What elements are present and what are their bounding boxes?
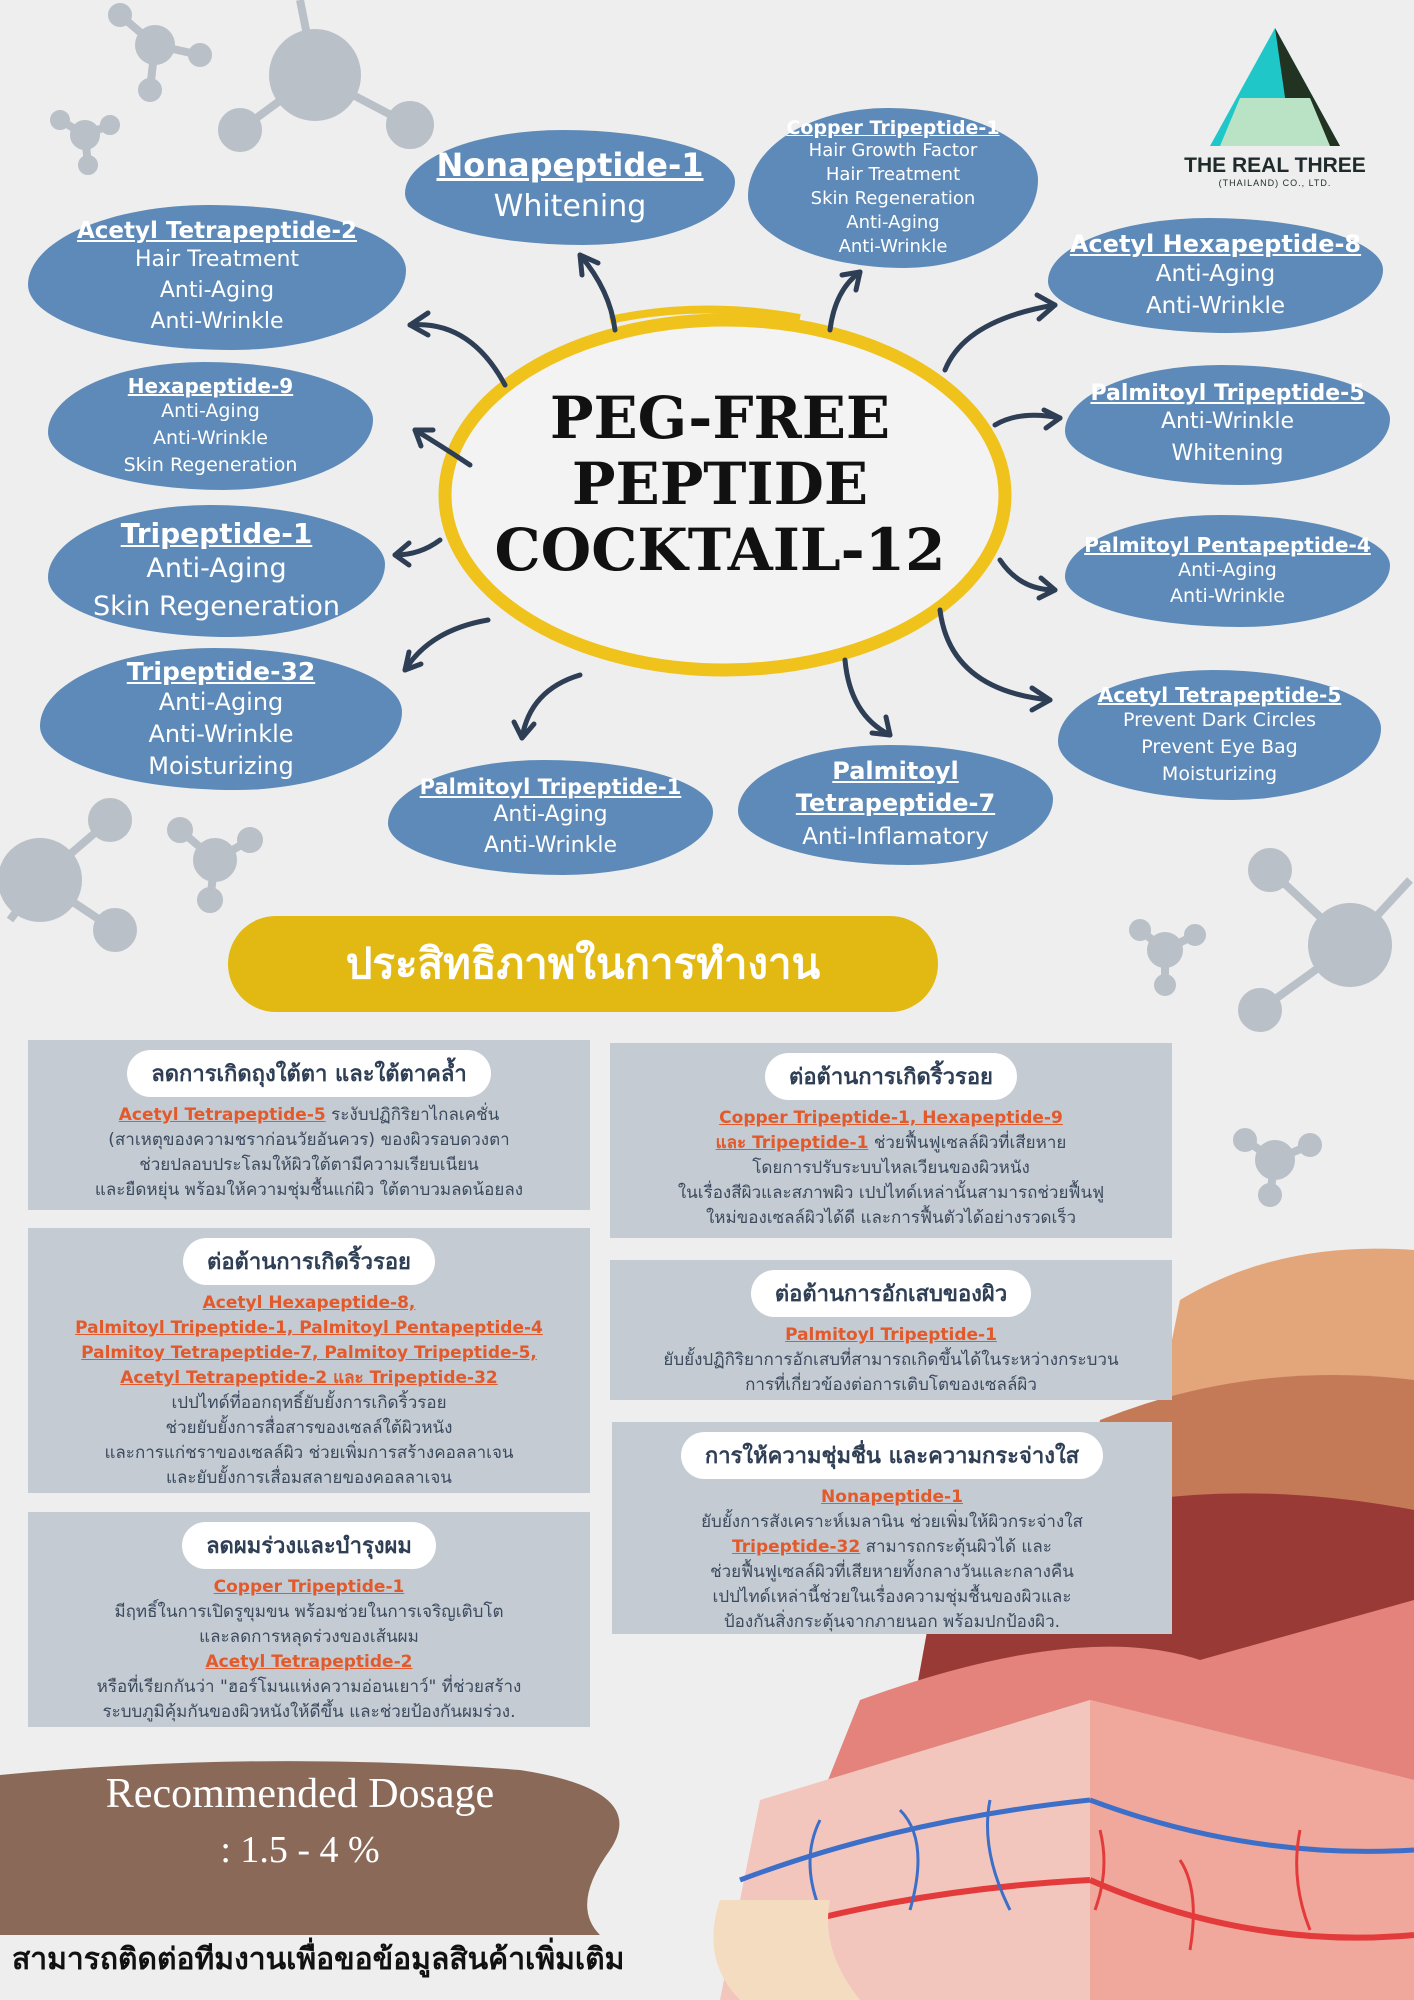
- peptide-name: Palmitoyl Tripeptide-5: [1090, 380, 1365, 406]
- peptide-bubble: [1058, 670, 1381, 800]
- peptide-benefit: Anti-Aging: [146, 552, 287, 584]
- highlight-text: Acetyl Tetrapeptide-2: [205, 1652, 413, 1672]
- peptide-benefit: Anti-Wrinkle: [1170, 585, 1285, 607]
- body-text: ยับยั้งปฏิกิริยาการอักเสบที่สามารถเกิดขึ้นได้ในระหว่างกระบวน: [663, 1350, 1119, 1370]
- peptide-bubble: [40, 648, 402, 790]
- molecule-icon: [2, 802, 259, 948]
- logo-subtitle: (THAILAND) CO., LTD.: [1218, 178, 1332, 188]
- effect-card: [28, 1228, 590, 1493]
- highlight-text: Tripeptide-32: [732, 1537, 861, 1557]
- company-logo: [1170, 28, 1380, 198]
- peptide-bubble: [738, 745, 1053, 865]
- peptide-benefit: Anti-Aging: [159, 278, 275, 303]
- body-text: การที่เกี่ยวข้องต่อการเติบโตของเซลล์ผิว: [745, 1375, 1037, 1395]
- peptide-bubble: [1065, 365, 1390, 485]
- triangle-logo-icon: [1210, 28, 1340, 148]
- title-line: COCKTAIL-12: [494, 516, 946, 584]
- peptide-bubble: [48, 505, 385, 637]
- body-text: ป้องกันสิ่งกระตุ้นจากภายนอก พร้อมปกป้องผิว.: [723, 1612, 1061, 1632]
- peptide-bubble: [388, 760, 713, 875]
- peptide-name: Acetyl Tetrapeptide-2: [76, 218, 358, 244]
- peptide-benefit: Whitening: [493, 188, 647, 224]
- body-text: ระงับปฏิกิริยาไกลเคชั่น: [325, 1105, 500, 1125]
- dosage-value: : 1.5 - 4 %: [220, 1829, 380, 1871]
- body-text: โดยการปรับระบบไหลเวียนของผิวหนัง: [752, 1158, 1030, 1178]
- highlight-text: Copper Tripeptide-1: [213, 1577, 405, 1597]
- card-title: ลดผมร่วงและบำรุงผม: [182, 1522, 436, 1569]
- body-text: มีฤทธิ์ในการเปิดรูขุมขน พร้อมช่วยในการเจริญเติบโต: [114, 1602, 504, 1622]
- body-text: และยืดหยุ่น พร้อมให้ความชุ่มชื้นแก่ผิว ใต้ตาบวมลดน้อยลง: [94, 1180, 524, 1200]
- peptide-benefit: Anti-Aging: [1178, 559, 1277, 581]
- peptide-benefit: Anti-Wrinkle: [1145, 292, 1286, 319]
- molecule-icon: [54, 0, 430, 171]
- peptide-bubble: [48, 362, 373, 490]
- peptide-benefit: Anti-Aging: [493, 801, 608, 827]
- peptide-benefit: Anti-Inflamatory: [802, 824, 989, 850]
- peptide-name: Palmitoyl Tripeptide-1: [419, 774, 682, 799]
- molecule-icon: [1133, 852, 1410, 1203]
- title-line: PEPTIDE: [571, 450, 869, 518]
- peptide-benefit: Anti-Aging: [1155, 260, 1276, 287]
- body-text: และยับยั้งการเสื่อมสลายของคอลลาเจน: [166, 1468, 452, 1488]
- body-text: และลดการหลุดร่วงของเส้นผม: [199, 1627, 419, 1647]
- body-text: หรือที่เรียกกันว่า "ฮอร์โมนแห่งความอ่อนเยาว์" ที่ช่วยสร้าง: [96, 1677, 522, 1697]
- peptide-bubble: [405, 130, 735, 245]
- body-text: ช่วยยับยั้งการสื่อสารของเซลล์ใต้ผิวหนัง: [165, 1418, 453, 1438]
- highlight-text: Nonapeptide-1: [821, 1487, 963, 1507]
- peptide-bubble: [1048, 218, 1383, 333]
- effect-card: [28, 1040, 590, 1210]
- peptide-bubble: [748, 108, 1038, 268]
- body-text: เปปไทด์ที่ออกฤทธิ์ยับยั้งการเกิดริ้วรอย: [171, 1393, 447, 1413]
- peptide-name: Hexapeptide-9: [127, 373, 294, 398]
- peptide-benefit: Moisturizing: [148, 751, 294, 780]
- center-title: [440, 385, 1000, 583]
- peptide-benefit: Anti-Aging: [158, 687, 284, 716]
- highlight-text: และ Tripeptide-1: [715, 1133, 869, 1153]
- card-title: ต่อต้านการเกิดริ้วรอย: [183, 1238, 435, 1285]
- peptide-benefit: Anti-Wrinkle: [1160, 408, 1295, 434]
- peptide-benefit: Hair Treatment: [825, 164, 961, 185]
- contact-text: สามารถติดต่อทีมงานเพื่อขอข้อมูลสินค้าเพิ่มเติม: [12, 1942, 625, 1977]
- peptide-benefit: Whitening: [1171, 440, 1284, 466]
- card-title: ต่อต้านการเกิดริ้วรอย: [765, 1053, 1017, 1100]
- card-title: ลดการเกิดถุงใต้ตา และใต้ตาคล้ำ: [127, 1050, 490, 1097]
- peptide-benefit: Anti-Wrinkle: [838, 236, 948, 257]
- highlight-text: Palmitoyl Tripeptide-1, Palmitoyl Pentapeptide-4: [75, 1318, 543, 1338]
- peptide-name: Copper Tripeptide-1: [786, 117, 1000, 139]
- peptide-benefit: Skin Regeneration: [93, 590, 340, 622]
- peptide-benefit: Moisturizing: [1161, 762, 1278, 785]
- title-line: PEG-FREE: [549, 384, 891, 452]
- body-text: ช่วยปลอบประโลมให้ผิวใต้ตามีความเรียบเนียน: [139, 1155, 479, 1175]
- highlight-text: Palmitoy Tetrapeptide-7, Palmitoy Tripeptide-5,: [81, 1343, 537, 1363]
- peptide-name: Palmitoyl Pentapeptide-4: [1084, 533, 1371, 557]
- highlight-text: Copper Tripeptide-1, Hexapeptide-9: [719, 1108, 1063, 1128]
- peptide-benefit: Anti-Aging: [161, 399, 260, 422]
- peptide-benefit: Hair Growth Factor: [808, 140, 978, 161]
- card-title: ต่อต้านการอักเสบของผิว: [751, 1270, 1031, 1317]
- peptide-benefit: Anti-Wrinkle: [483, 832, 618, 858]
- peptide-bubble: [1065, 515, 1390, 627]
- peptide-benefit: Anti-Wrinkle: [150, 309, 284, 334]
- peptide-name: Acetyl Hexapeptide-8: [1069, 229, 1362, 258]
- dosage-label: Recommended Dosage: [105, 1771, 495, 1817]
- peptide-benefit: Prevent Eye Bag: [1141, 735, 1298, 758]
- body-text: ช่วยฟื้นฟูเซลล์ผิวที่เสียหาย: [868, 1133, 1067, 1153]
- peptide-benefit: Anti-Wrinkle: [148, 719, 294, 748]
- peptide-name: Nonapeptide-1: [436, 145, 704, 184]
- body-text: (สาเหตุของความชราก่อนวัยอันควร) ของผิวรอบดวงตา: [108, 1130, 510, 1150]
- peptide-benefit: Hair Treatment: [134, 247, 300, 272]
- peptide-name: Tripeptide-1: [120, 516, 313, 550]
- peptide-benefit: Skin Regeneration: [810, 188, 976, 209]
- effect-card: [612, 1422, 1172, 1634]
- body-text: ระบบภูมิคุ้มกันของผิวหนังให้ดีขึ้น และช่วยป้องกันผมร่วง.: [102, 1702, 516, 1722]
- logo-name: THE REAL THREE: [1184, 154, 1366, 177]
- highlight-text: Acetyl Tetrapeptide-5: [118, 1105, 326, 1125]
- body-text: และการแก่ชราของเซลล์ผิว ช่วยเพิ่มการสร้างคอลลาเจน: [104, 1443, 514, 1463]
- peptide-benefit: Anti-Wrinkle: [153, 426, 268, 449]
- peptide-benefit: Skin Regeneration: [123, 453, 298, 476]
- peptide-benefit: Anti-Aging: [846, 212, 940, 233]
- highlight-text: Acetyl Tetrapeptide-2 และ Tripeptide-32: [120, 1368, 498, 1388]
- effect-card: [610, 1043, 1172, 1238]
- effect-card: [610, 1260, 1172, 1400]
- peptide-name: Acetyl Tetrapeptide-5: [1097, 682, 1342, 707]
- body-text: ช่วยฟื้นฟูเซลล์ผิวที่เสียหายทั้งกลางวันและกลางคืน: [710, 1562, 1074, 1582]
- body-text: เปปไทด์เหล่านี้ช่วยในเรื่องความชุ่มชื้นของผิวและ: [712, 1587, 1072, 1607]
- highlight-text: Acetyl Hexapeptide-8,: [202, 1293, 416, 1313]
- effect-card: [28, 1512, 590, 1727]
- peptide-name: Palmitoyl Tetrapeptide-7: [795, 757, 996, 817]
- section-banner: ประสิทธิภาพในการทำงาน: [228, 916, 938, 1012]
- dosage-block: [20, 1770, 580, 1872]
- body-text: ยับยั้งการสังเคราะห์เมลานิน ช่วยเพิ่มให้ผิวกระจ่างใส: [701, 1512, 1083, 1532]
- body-text: สามารถกระตุ้นผิวได้ และ: [860, 1537, 1052, 1557]
- peptide-name: Tripeptide-32: [126, 656, 316, 686]
- peptide-bubble: [28, 205, 406, 350]
- highlight-text: Palmitoyl Tripeptide-1: [785, 1325, 997, 1345]
- body-text: ในเรื่องสีผิวและสภาพผิว เปปไทด์เหล่านั้นสามารถช่วยฟื้นฟู: [677, 1183, 1105, 1203]
- body-text: ใหม่ของเซลล์ผิวได้ดี และการฟื้นตัวได้อย่างรวดเร็ว: [705, 1208, 1077, 1228]
- peptide-benefit: Prevent Dark Circles: [1122, 708, 1317, 731]
- card-title: การให้ความชุ่มชื่น และความกระจ่างใส: [681, 1432, 1103, 1479]
